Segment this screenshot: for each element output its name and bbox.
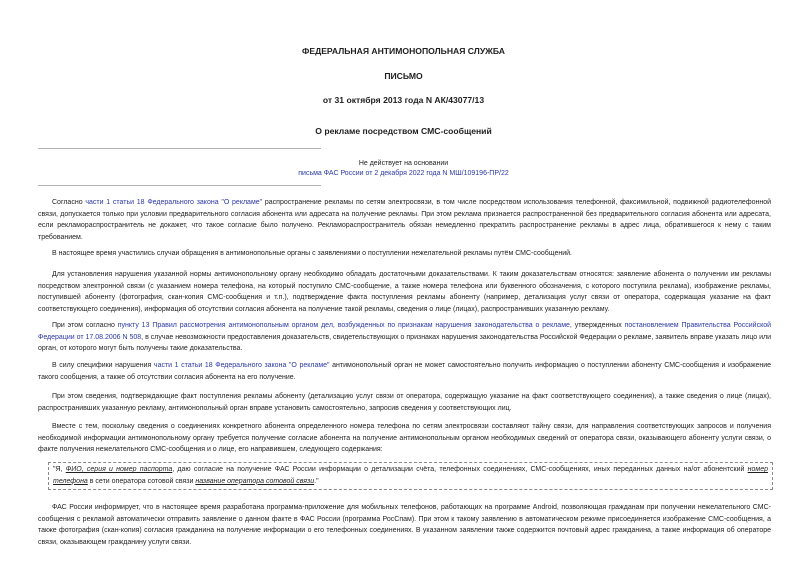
bottom-divider: [38, 185, 321, 186]
status-note-line: Не действует на основании: [358, 160, 449, 167]
text-span: "Я,: [53, 466, 66, 473]
text-span: в сети оператора сотовой связи: [87, 477, 196, 485]
placeholder-phone-number: номер телефона: [53, 466, 768, 485]
text-span: Согласно: [52, 199, 86, 206]
paragraph-4: [38, 320, 771, 355]
text-span: В силу специфики нарушения: [52, 362, 154, 369]
rules-link-item-13[interactable]: пункту 13 Правил рассмотрения антимонопольным органом дел, возбужденных по признакам нарушения законодательства о рекламе: [117, 322, 570, 329]
paragraph-8: ФАС России информирует, что в настоящее время разработана программа-приложение для мобильных телефонов, работающих на программе Android, позволяющая гражданам при получении нежелательного СМС-сообщения с рекламой автоматически отправить заявление о данном факте в ФАС России (программа РосСпам). При этом к такому заявлению в автоматическом режиме присоединяется изображение СМС-сообщения, а также фотография (скан-копия) согласия гражданина на получение информации о его телефонных соединениях. В указанном заявлении также содержится почтовый адрес гражданина, а также информация об операторе связи, оказывающем гражданину услуги связи.: [38, 504, 771, 546]
paragraph-1: [38, 197, 771, 243]
text-span: , даю согласие на получение ФАС России информации о детализации счёта, телефонных соединениях, СМС-сообщениях, иных переданных данных на/от абонентский: [172, 466, 748, 473]
text-span: При этом согласно: [52, 322, 118, 329]
paragraph-6: При этом сведения, подтверждающие факт поступления рекламы абоненту (детализацию услуг связи от оператора, содержащую указание на факт соответствующего соединения), а также сведения о лице (лицах), распространивших указанную рекламу, антимонопольный орган вправе установить самостоятельно, запросив сведения у соответствующих лиц.: [38, 393, 771, 412]
agency-name: ФЕДЕРАЛЬНАЯ АНТИМОНОПОЛЬНАЯ СЛУЖБА: [302, 46, 505, 56]
paragraph-5: [38, 360, 771, 383]
document-title: О рекламе посредством СМС-сообщений: [315, 126, 492, 136]
document-date-number: от 31 октября 2013 года N АК/43077/13: [322, 95, 485, 105]
placeholder-operator-name: название оператора сотовой связи: [195, 477, 315, 485]
paragraph-3: Для установления нарушения указанной нормы антимонопольному органу необходимо обладать достаточными доказательствами. К таким доказательствам относятся: заявление абонента о получении им рекламы посредством электронной связи (с указанием номера телефона, на который поступило СМС-сообщение, а также номера телефона или буквенного обозначения, с которого поступила реклама), изображение рекламы, поступившей абоненту (фотография, скан-копия СМС-сообщения и т.п.), подтверждение факта поступления рекламы абоненту (например, детализация услуг связи от оператора, содержащая указание на факт соответствующего соединения), информация об отсутствии согласия абонента на получение такой рекламы, сведения о лице (лицах), распространивших указанную рекламу.: [38, 271, 771, 313]
law-link-article-18-second[interactable]: части 1 статьи 18 Федерального закона "О рекламе": [153, 362, 330, 369]
text-span: распространение рекламы по сетям электросвязи, в том числе посредством использования телефонной, факсимильной, подвижной радиотелефонной связи, допускается только при условии предварительного согласия абонента или адресата на получение рекламы. При этом реклама признается распространенной без предварительного согласия абонента или адресата, если рекламораспространитель не докажет, что такое согласие было получено. Рекламораспространитель обязан немедленно прекратить распространение рекламы в адрес лица, обратившегося к нему с таким требованием.: [38, 199, 772, 241]
paragraph-7: Вместе с тем, поскольку сведения о соединениях конкретного абонента определенного номера телефона по сетям электросвязи составляют тайну связи, для направления соответствующих запросов и получения необходимой информации антимонопольному органу требуется получение согласие абонента на получение антимонопольным органом необходимых сведений от оператора связи, оказывающего абоненту услуги связи, о факте получения нежелательного СМС-сообщения и о лице, его направившем, следующего содержания:: [38, 423, 771, 454]
document-type: ПИСЬМО: [384, 71, 423, 81]
placeholder-fio-passport: ФИО, серия и номер паспорта: [65, 466, 173, 473]
consent-template-quote: [48, 462, 773, 490]
status-note-link[interactable]: письма ФАС России от 2 декабря 2022 года N МШ/109196-ПР/22: [298, 170, 509, 177]
paragraph-2: В настоящее время участились случаи обращения в антимонопольные органы с заявлениями о поступлении нежелательной рекламы путём СМС-сообщений.: [52, 250, 572, 257]
law-link-article-18[interactable]: части 1 статьи 18 Федерального закона "О рекламе": [85, 199, 263, 206]
top-divider: [38, 148, 321, 149]
text-span: .": [314, 477, 319, 485]
text-span: антимонопольный орган не может самостоятельно получить информацию о поступлении абоненту СМС-сообщения и изображение такого сообщения, а также об отсутствии согласия абонента на его получение.: [38, 362, 772, 381]
text-span: , утвержденных: [569, 322, 625, 329]
text-span: , в случае невозможности предоставления доказательств, свидетельствующих о признаках нарушения законодательства Российской Федерации о рекламе, заявитель вправе указать лицо или орган, от которого могут быть получены такие доказательства.: [38, 333, 772, 353]
government-decree-link[interactable]: постановлением Правительства Российской Федерации от 17.08.2006 N 508: [38, 322, 772, 341]
